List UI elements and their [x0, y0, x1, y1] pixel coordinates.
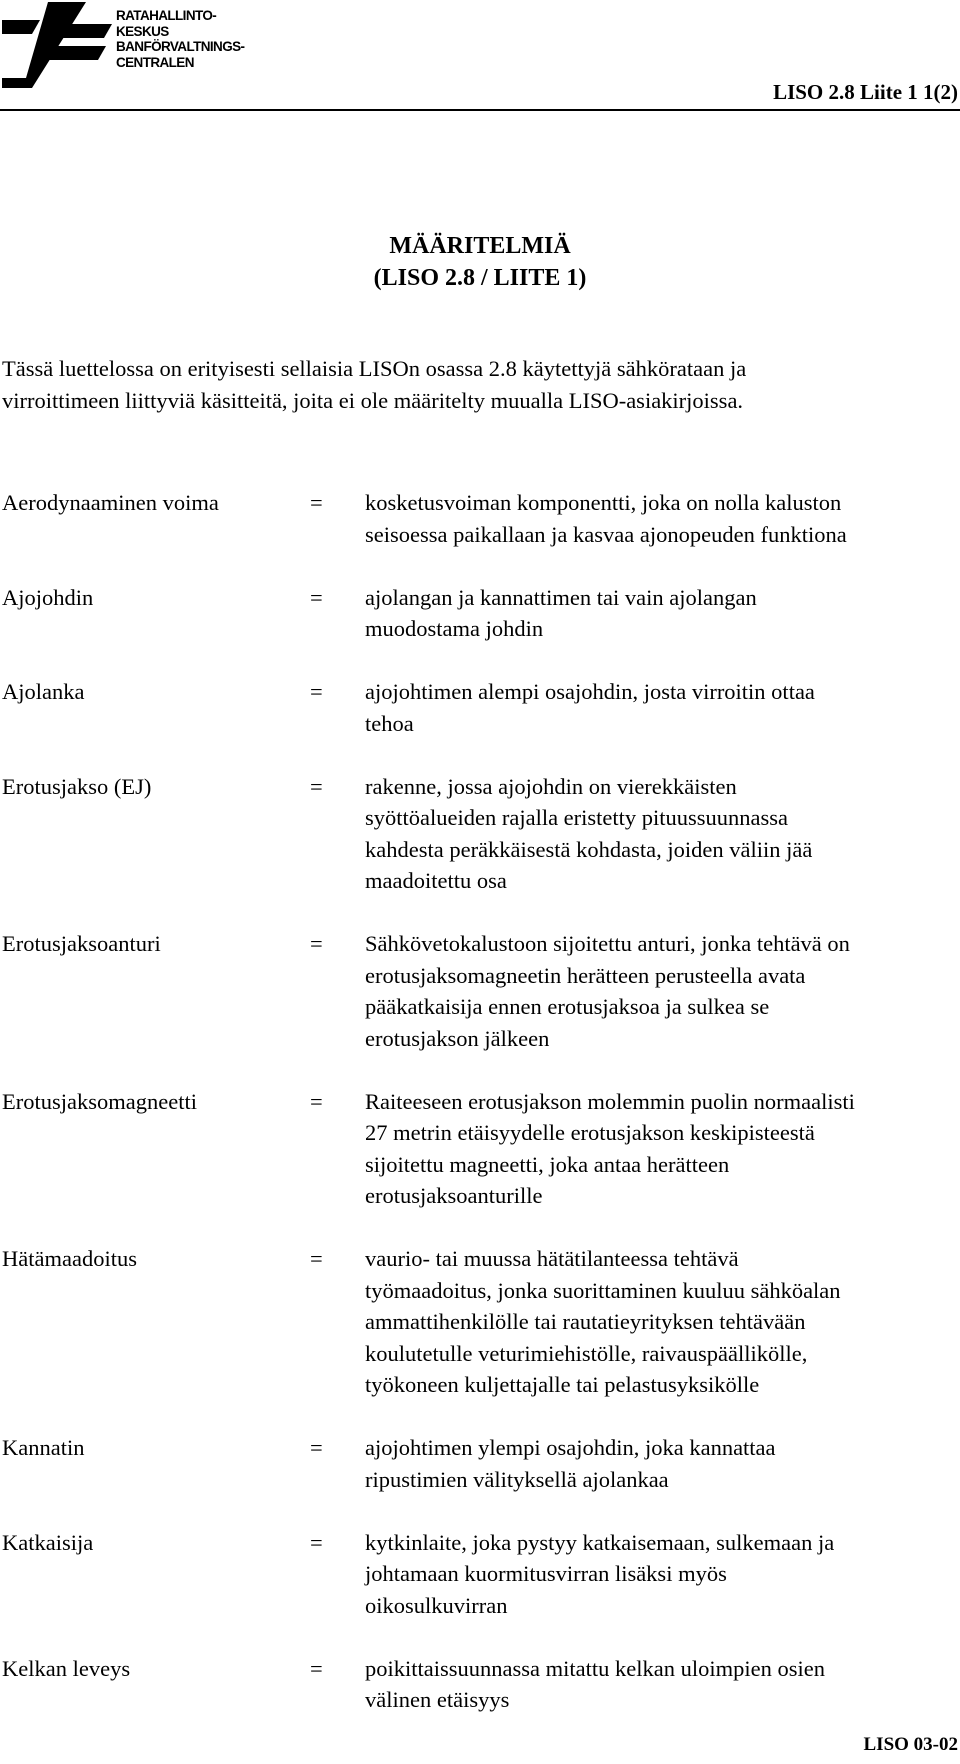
- equals-sign: =: [310, 773, 323, 799]
- definition-line: kosketusvoiman komponentti, joka on nolla kaluston: [365, 490, 842, 515]
- intro-line: virroittimeen liittyviä käsitteitä, joita ei ole määritelty muualla LISO-asiakirjoissa.: [2, 387, 744, 413]
- definition-line: pääkatkaisija ennen erotusjaksoa ja sulkea se: [365, 994, 770, 1019]
- definition-text: [365, 928, 958, 1054]
- equals-sign: =: [310, 1655, 323, 1681]
- definition-line: välinen etäisyys: [365, 1687, 510, 1712]
- equals-sign: =: [310, 679, 323, 704]
- definition-line: seisoessa paikallaan ja kasvaa ajonopeuden funktiona: [365, 521, 847, 547]
- equals-sign: =: [310, 931, 323, 956]
- definition-term: Katkaisija: [2, 1529, 94, 1555]
- definition-text: [365, 1243, 958, 1401]
- definition-text: [365, 676, 958, 739]
- definition-text: [365, 1653, 958, 1716]
- definition-row: [2, 928, 958, 1054]
- definition-term: Erotusjaksoanturi: [2, 931, 161, 956]
- definition-text: [365, 582, 958, 645]
- definition-line: johtamaan kuormitusvirran lisäksi myös: [365, 1561, 727, 1586]
- definition-line: oikosulkuvirran: [365, 1592, 508, 1618]
- logo-line: BANFÖRVALTNINGS-: [116, 39, 245, 54]
- definition-row: [2, 1086, 958, 1212]
- definition-line: syöttöalueiden rajalla eristetty pituussuunnassa: [365, 805, 789, 830]
- definition-row: [2, 1432, 958, 1495]
- definition-line: tehoa: [365, 710, 414, 736]
- logo-line: CENTRALEN: [116, 54, 194, 70]
- definition-line: poikittaissuunnassa mitattu kelkan uloimpien osien: [365, 1655, 825, 1681]
- definition-row: [2, 771, 958, 897]
- definition-line: rakenne, jossa ajojohdin on vierekkäisten: [365, 773, 737, 799]
- definition-line: vaurio- tai muussa hätätilanteessa tehtävä: [365, 1246, 739, 1271]
- definition-row: [2, 676, 958, 739]
- definition-line: ripustimien välityksellä ajolankaa: [365, 1466, 669, 1492]
- definition-text: [365, 1086, 958, 1212]
- header-divider: [0, 109, 960, 111]
- page-identifier: LISO 2.8 Liite 1 1(2): [773, 80, 958, 104]
- definition-line: ajojohtimen ylempi osajohdin, joka kannattaa: [365, 1435, 776, 1460]
- definition-line: muodostama johdin: [365, 616, 544, 641]
- definition-line: erotusjaksomagneetin herätteen perusteella avata: [365, 962, 806, 988]
- definition-term: Kelkan leveys: [2, 1655, 131, 1681]
- definitions-list: [2, 487, 958, 1747]
- definition-row: [2, 1243, 958, 1401]
- definition-term: Ajojohdin: [2, 584, 94, 610]
- definition-line: ajojohtimen alempi osajohdin, josta virroitin ottaa: [365, 679, 815, 704]
- logo-line: KESKUS: [116, 23, 169, 39]
- logo-wordmark: [116, 8, 244, 70]
- definition-row: [2, 1653, 958, 1716]
- definition-line: ammattihenkilölle tai rautatieyrityksen tehtävään: [365, 1309, 806, 1334]
- definition-term: Aerodynaaminen voima: [2, 490, 219, 515]
- equals-sign: =: [310, 1088, 323, 1114]
- definition-line: erotusjakson jälkeen: [365, 1025, 550, 1051]
- intro-paragraph: [2, 353, 952, 416]
- equals-sign: =: [310, 1529, 323, 1555]
- definition-line: työkoneen kuljettajalle tai pelastusyksikölle: [365, 1372, 760, 1397]
- definition-row: [2, 582, 958, 645]
- definition-term: Kannatin: [2, 1435, 85, 1460]
- definition-line: ajolangan ja kannattimen tai vain ajolangan: [365, 584, 757, 610]
- equals-sign: =: [310, 490, 323, 515]
- definition-line: kytkinlaite, joka pystyy katkaisemaan, sulkemaan ja: [365, 1529, 835, 1555]
- definition-line: 27 metrin etäisyydelle erotusjakson keskipisteestä: [365, 1120, 815, 1145]
- equals-sign: =: [310, 1435, 323, 1460]
- definition-text: [365, 771, 958, 897]
- definition-term: Erotusjaksomagneetti: [2, 1088, 197, 1114]
- page-header: [0, 0, 960, 112]
- logo-line: RATAHALLINTO-: [116, 8, 217, 23]
- definition-text: [365, 1432, 958, 1495]
- definition-line: erotusjaksoanturille: [365, 1183, 543, 1208]
- definition-term: Hätämaadoitus: [2, 1246, 137, 1271]
- definition-term: Ajolanka: [2, 679, 85, 704]
- definition-line: koulutetulle veturimiehistölle, raivauspäällikölle,: [365, 1340, 808, 1366]
- title-line-1: MÄÄRITELMIÄ: [389, 233, 571, 259]
- equals-sign: =: [310, 1246, 323, 1271]
- definition-row: [2, 487, 958, 550]
- document-code: LISO 03-02: [863, 1734, 958, 1755]
- definition-line: Raiteeseen erotusjakson molemmin puolin normaalisti: [365, 1088, 855, 1114]
- intro-line: Tässä luettelossa on erityisesti sellaisia LISOn osassa 2.8 käytettyjä sähkörataan ja: [2, 356, 747, 381]
- definition-term: Erotusjakso (EJ): [2, 773, 152, 799]
- document-title: [0, 230, 960, 294]
- definition-line: työmaadoitus, jonka suorittaminen kuuluu sähköalan: [365, 1277, 841, 1303]
- definition-line: Sähkövetokalustoon sijoitettu anturi, jonka tehtävä on: [365, 931, 850, 956]
- definition-text: [365, 1527, 958, 1622]
- definition-line: kahdesta peräkkäisestä kohdasta, joiden väliin jää: [365, 836, 813, 862]
- definition-text: [365, 487, 958, 550]
- definition-line: sijoitettu magneetti, joka antaa herätteen: [365, 1151, 730, 1177]
- equals-sign: =: [310, 584, 323, 610]
- definition-line: maadoitettu osa: [365, 868, 507, 893]
- title-line-2: (LISO 2.8 / LIITE 1): [373, 265, 587, 291]
- ratahallintokeskus-logo-icon: [2, 2, 112, 88]
- definition-row: [2, 1527, 958, 1622]
